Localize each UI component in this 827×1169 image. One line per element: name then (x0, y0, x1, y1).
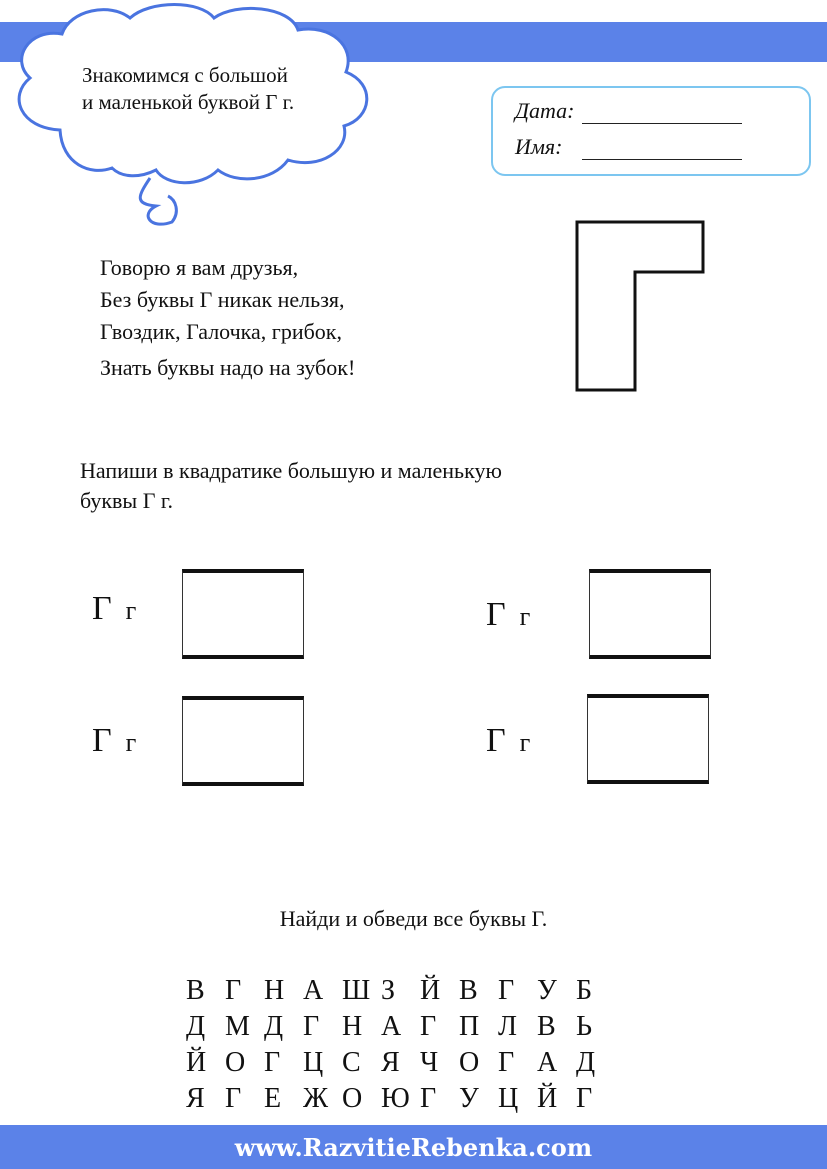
writing-box[interactable] (589, 569, 711, 659)
grid-letter[interactable]: М (225, 1011, 250, 1042)
grid-letter[interactable]: О (342, 1083, 363, 1114)
grid-letter[interactable]: Г (498, 975, 515, 1006)
lower-g: г (125, 728, 137, 757)
date-name-box (491, 86, 811, 176)
grid-letter[interactable]: Ц (498, 1083, 519, 1114)
grid-letter[interactable]: Г (576, 1083, 593, 1114)
grid-letter[interactable]: У (537, 975, 557, 1006)
grid-letter[interactable]: Й (537, 1083, 558, 1114)
grid-letter[interactable]: О (459, 1047, 480, 1078)
upper-g: Г (486, 596, 506, 633)
upper-g: Г (92, 722, 112, 759)
grid-letter[interactable]: С (342, 1047, 361, 1078)
writing-box[interactable] (587, 694, 709, 784)
grid-letter[interactable]: Ю (381, 1083, 410, 1114)
grid-letter[interactable]: Ж (303, 1083, 329, 1114)
poem-line: Говорю я вам друзья, (100, 255, 299, 280)
grid-letter[interactable]: Д (576, 1047, 596, 1078)
poem-line: Гвоздик, Галочка, грибок, (100, 319, 342, 344)
task-find-letters: Найди и обведи все буквы Г. (279, 906, 548, 931)
name-label: Имя: (515, 134, 563, 159)
letter-pair (92, 590, 136, 628)
task-write-letters (80, 456, 502, 516)
grid-letter[interactable]: В (186, 975, 205, 1006)
grid-letter[interactable]: У (459, 1083, 479, 1114)
grid-letter[interactable]: Г (420, 1011, 437, 1042)
grid-letter[interactable]: Ц (303, 1047, 324, 1078)
grid-letter[interactable]: А (537, 1047, 558, 1078)
date-row (515, 98, 742, 124)
grid-letter[interactable]: Г (225, 1083, 242, 1114)
grid-letter[interactable]: Г (264, 1047, 281, 1078)
grid-letter[interactable]: Д (264, 1011, 284, 1042)
grid-row (186, 1009, 615, 1045)
grid-letter[interactable]: Б (576, 975, 593, 1006)
grid-letter[interactable]: О (225, 1047, 246, 1078)
poem-line: Знать буквы надо на зубок! (100, 355, 356, 380)
letter-pair (486, 722, 530, 760)
letter-g-outline (575, 220, 709, 396)
grid-letter[interactable]: Я (381, 1047, 400, 1078)
grid-letter[interactable]: А (381, 1011, 402, 1042)
grid-letter[interactable]: Л (498, 1011, 517, 1042)
grid-letter[interactable]: Н (342, 1011, 363, 1042)
grid-letter[interactable]: Й (186, 1047, 207, 1078)
grid-letter[interactable]: Ь (576, 1011, 593, 1042)
name-field[interactable] (582, 137, 742, 160)
grid-row (186, 1045, 615, 1081)
grid-letter[interactable]: З (381, 975, 396, 1006)
lower-g: г (125, 596, 137, 625)
cloud-caption (82, 62, 294, 116)
upper-g: Г (486, 722, 506, 759)
grid-letter[interactable]: П (459, 1011, 480, 1042)
grid-letter[interactable]: Е (264, 1083, 282, 1114)
grid-letter[interactable]: Я (186, 1083, 205, 1114)
lower-g: г (519, 728, 531, 757)
grid-letter[interactable]: Й (420, 975, 441, 1006)
grid-letter[interactable]: Д (186, 1011, 206, 1042)
lower-g: г (519, 602, 531, 631)
cloud-line-2: и маленькой буквой Г г. (82, 90, 295, 114)
grid-letter[interactable]: Н (264, 975, 285, 1006)
grid-letter[interactable]: Г (303, 1011, 320, 1042)
grid-letter[interactable]: В (459, 975, 478, 1006)
grid-letter[interactable]: В (537, 1011, 556, 1042)
name-row (515, 134, 742, 160)
grid-letter[interactable]: Г (225, 975, 242, 1006)
upper-g: Г (92, 590, 112, 627)
letter-pair (92, 722, 136, 760)
task1-line-2: буквы Г г. (80, 488, 173, 513)
poem-line: Без буквы Г никак нельзя, (100, 287, 345, 312)
footer-band (0, 1125, 827, 1169)
grid-letter[interactable]: Ч (420, 1047, 439, 1078)
date-field[interactable] (582, 101, 742, 124)
grid-letter[interactable]: Г (420, 1083, 437, 1114)
poem (100, 252, 355, 384)
speech-cloud (0, 0, 390, 240)
letter-pair (486, 596, 530, 634)
grid-row (186, 1081, 615, 1117)
grid-letter[interactable]: А (303, 975, 324, 1006)
writing-box[interactable] (182, 696, 304, 786)
footer-website-link[interactable]: www.RazvitieRebenka.com (234, 1132, 593, 1162)
writing-box[interactable] (182, 569, 304, 659)
grid-letter[interactable]: Г (498, 1047, 515, 1078)
grid-row (186, 973, 615, 1009)
task1-line-1: Напиши в квадратике большую и маленькую (80, 458, 502, 483)
grid-letter[interactable]: Ш (342, 975, 371, 1006)
letter-grid (186, 973, 615, 1117)
cloud-line-1: Знакомимся с большой (82, 63, 288, 87)
date-label: Дата: (515, 98, 575, 123)
